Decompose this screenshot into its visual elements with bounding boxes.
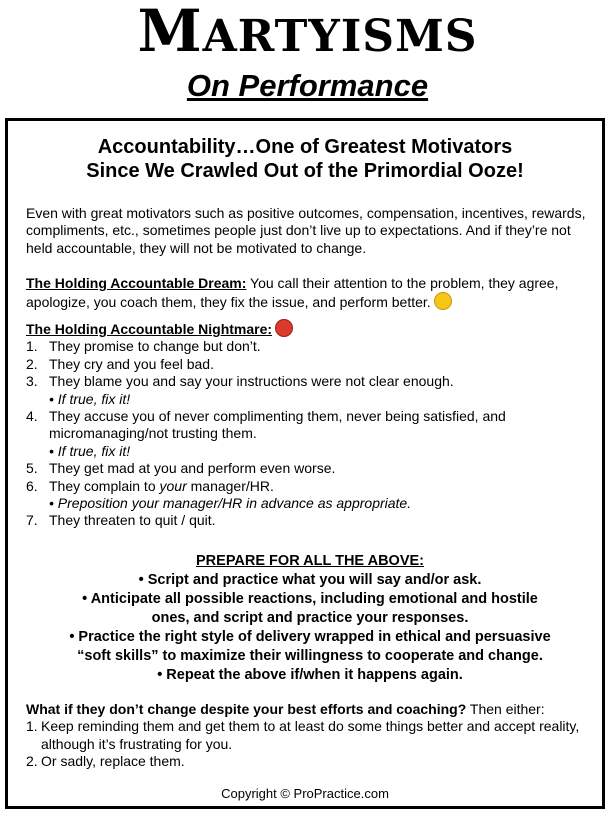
list-item: 2. Or sadly, replace them. [26,753,185,770]
page-subtitle: On Performance [186,68,429,103]
list-item: 1. Keep reminding them and get them to at least do some things better and accept reality, although it’s frustrating for you. [26,718,580,752]
sub-note: • Preposition your manager/HR in advance as appropriate. [49,495,412,512]
intro-paragraph: Even with great motivators such as positive outcomes, compensation, incentives, rewards, compliments, etc., sometimes people just don’t live up to expectations. And if they’re not held accountable, they will not be motivated to change. [26,205,586,256]
angry-emoji-icon [275,319,293,337]
sub-note: • If true, fix it! [49,390,131,407]
prepare-title: PREPARE FOR ALL THE ABOVE: [196,553,424,569]
prepare-bullet: • Repeat the above if/when it happens again. [157,667,463,683]
prepare-bullet-cont: ones, and script and practice your responses. [151,610,469,626]
content-box [5,118,605,809]
dream-paragraph [26,275,594,312]
masthead-initial: M [137,0,203,65]
nightmare-list [26,338,594,529]
prepare-section [26,552,594,685]
nightmare-section [26,319,594,530]
prepare-bullet-cont: “soft skills” to maximize their willingness to cooperate and change. [77,648,543,664]
list-item: 3. They blame you and say your instructions were not clear enough. [26,373,454,390]
smiling-emoji-icon [434,292,452,310]
list-item: 7. They threaten to quit / quit. [26,512,216,529]
sub-note: • If true, fix it! [49,442,131,459]
article-heading [8,135,602,183]
list-item: 6. They complain to your manager/HR. [26,477,274,494]
what-if-rest: Then either: [466,701,545,717]
options-list [26,718,594,770]
list-item: 4. They accuse you of never complimenting them, never being satisfied, and micromanaging/not trusting them. [26,408,506,442]
masthead-rest: ARTYISMS [202,11,478,62]
prepare-bullet: • Anticipate all possible reactions, including emotional and hostile [82,591,538,607]
what-if-section [26,701,594,771]
masthead-title [0,2,615,66]
list-item: 5. They get mad at you and perform even worse. [26,460,336,477]
prepare-bullet: • Script and practice what you will say and/or ask. [138,572,482,588]
what-if-question: What if they don’t change despite your best efforts and coaching? [26,701,467,717]
heading-line-1: Accountability…One of Greatest Motivators [97,136,513,158]
copyright-text: Copyright © ProPractice.com [221,786,389,801]
prepare-bullet: • Practice the right style of delivery wrapped in ethical and persuasive [69,629,551,645]
list-item: 2. They cry and you feel bad. [26,355,214,372]
list-item: 1. They promise to change but don’t. [26,338,261,355]
nightmare-label: The Holding Accountable Nightmare: [26,321,273,337]
dream-text: You call their attention to the problem, they agree, apologize, you coach them, they fix the issue, and perform better. [26,275,559,311]
heading-line-2: Since We Crawled Out of the Primordial Ooze! [86,160,524,182]
dream-label: The Holding Accountable Dream: [26,275,247,291]
